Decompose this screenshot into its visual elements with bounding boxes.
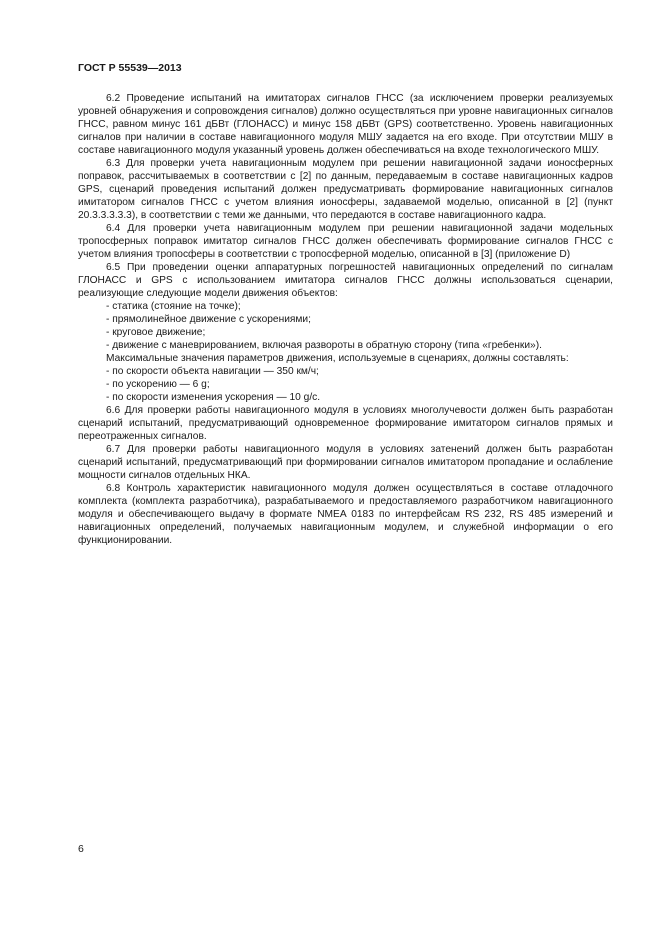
document-header: ГОСТ Р 55539—2013 [78,62,182,74]
page-number: 6 [78,843,84,855]
list-item-limit: - по скорости изменения ускорения — 10 g/c. [106,392,321,403]
paragraph-6-2: 6.2 Проведение испытаний на имитаторах сигналов ГНСС (за исключением проверки реализуемых уровней обнаружения и сопровождения сигналов) должно осуществляться при уровне навигационных сигналов ГНСС, равном минус 161 дБВт (ГЛОНАСС) и минус 158 дБВт (GPS) соответственно. Уровень навигационных сигналов при наличии в составе навигационного модуля МШУ задается на его входе. При отсутствии МШУ в составе навигационного модуля указанный уровень должен обеспечиваться на входе технологического МШУ. [78,93,613,156]
list-item-motion-model: - статика (стояние на точке); [106,301,241,312]
list-item-limit: - по скорости объекта навигации — 350 км/ч; [106,366,319,377]
list-item-motion-model: - прямолинейное движение с ускорениями; [106,314,311,325]
list-item-motion-model: - движение с маневрированием, включая развороты в обратную сторону (типа «гребенки»). [106,340,542,351]
paragraph-6-5: 6.5 При проведении оценки аппаратурных погрешностей навигационных определений по сигналам ГЛОНАСС и GPS с использованием имитатора сигналов ГНСС должны использоваться сценарии, реализующие следующие модели движения объектов: [78,262,613,299]
paragraph-6-7: 6.7 Для проверки работы навигационного модуля в условиях затенений должен быть разработан сценарий испытаний, предусматривающий при формировании сигналов имитатором пропадание и ослабление мощности сигналов отдельных НКА. [78,444,613,481]
document-body [78,92,613,547]
paragraph-6-6: 6.6 Для проверки работы навигационного модуля в условиях многолучевости должен быть разработан сценарий испытаний, предусматривающий одновременное формирование имитатором сигналов прямых и переотраженных сигналов. [78,405,613,442]
paragraph-6-4: 6.4 Для проверки учета навигационным модулем при решении навигационной задачи модельных тропосферных поправок имитатор сигналов ГНСС должен обеспечивать формирование сигналов ГНСС с учетом влияния тропосферы в соответствии с тропосферной моделью, описанной в [3] (приложение D) [78,223,613,260]
limits-intro: Максимальные значения параметров движения, используемые в сценариях, должны составлять: [106,353,569,364]
paragraph-6-3: 6.3 Для проверки учета навигационным модулем при решении навигационной задачи ионосферных поправок, рассчитываемых в соответствии с [2] по данным, передаваемым в составе навигационных кадров GPS, сценарий проведения испытаний должен предусматривать формирование навигационных сигналов имитатором сигналов ГНСС с учетом влияния ионосферы, задаваемой моделью, описанной в [2] (пункт 20.3.3.3.3.3), в соответствии с теми же данными, что передаются в составе навигационного кадра. [78,158,613,221]
paragraph-6-8: 6.8 Контроль характеристик навигационного модуля должен осуществляться в составе отладочного комплекта (комплекта разработчика), разрабатываемого и предоставляемого разработчиком навигационного модуля и обеспечивающего выдачу в формате NMEA 0183 по интерфейсам RS 232, RS 485 измерений и навигационных определений, получаемых навигационным модулем, и служебной информации о его функционировании. [78,483,613,546]
list-item-limit: - по ускорению — 6 g; [106,379,210,390]
list-item-motion-model: - круговое движение; [106,327,206,338]
